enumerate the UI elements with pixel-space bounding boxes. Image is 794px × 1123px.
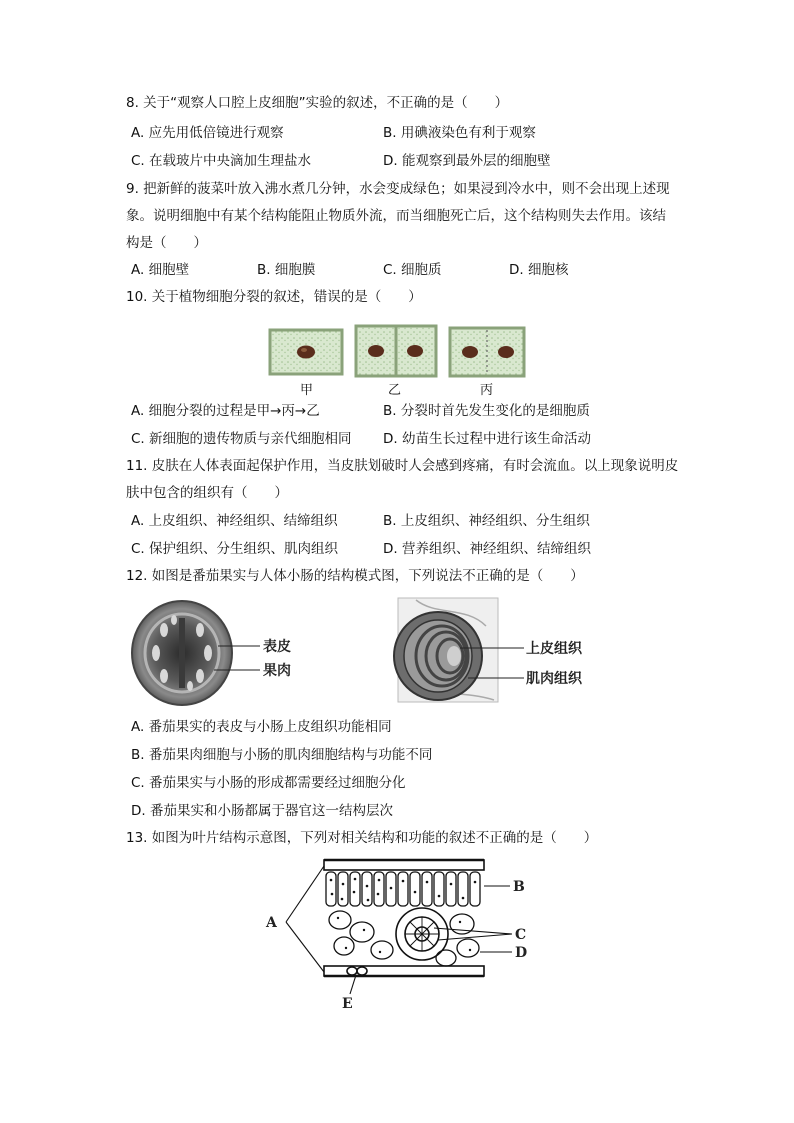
q9-option-b: B. 细胞膜 <box>257 262 316 278</box>
q8-option-c: C. 在载玻片中央滴加生理盐水 <box>131 153 312 169</box>
q11-stem-line1: 11. 皮肤在人体表面起保护作用，当皮肤划破时人会感到疼痛，有时会流血。以上现象说明皮 <box>126 458 679 474</box>
q9-option-a: A. 细胞壁 <box>131 262 190 278</box>
label-d: D <box>515 945 528 961</box>
q11-option-b: B. 上皮组织、神经组织、分生组织 <box>383 513 590 529</box>
q11-option-d: D. 营养组织、神经组织、结缔组织 <box>383 541 591 557</box>
cell-jia <box>270 330 342 374</box>
q8-option-b: B. 用碘液染色有利于观察 <box>383 125 536 141</box>
q10-option-a: A. 细胞分裂的过程是甲→丙→乙 <box>131 403 320 419</box>
q9-stem-line3: 构是（ ） <box>126 235 207 251</box>
q11-option-c: C. 保护组织、分生组织、肌肉组织 <box>131 541 339 557</box>
label-epidermis: 表皮 <box>263 639 291 655</box>
cell-bing <box>450 328 524 376</box>
label-bing: 丙 <box>480 383 494 398</box>
cell-yi <box>356 326 436 376</box>
q8-option-d: D. 能观察到最外层的细胞壁 <box>383 153 551 169</box>
q12-option-a: A. 番茄果实的表皮与小肠上皮组织功能相同 <box>131 719 392 735</box>
q12-option-b: B. 番茄果肉细胞与小肠的肌肉细胞结构与功能不同 <box>131 747 433 763</box>
label-yi: 乙 <box>388 383 402 398</box>
label-e: E <box>342 996 353 1010</box>
q10-option-b: B. 分裂时首先发生变化的是细胞质 <box>383 403 590 419</box>
q12-stem: 12. 如图是番茄果实与人体小肠的结构模式图，下列说法不正确的是（ ） <box>126 568 584 584</box>
label-jia: 甲 <box>300 383 314 398</box>
q11-stem-line2: 肤中包含的组织有（ ） <box>126 485 288 501</box>
tomato-figure <box>130 598 305 708</box>
label-b: B <box>513 879 525 895</box>
label-c: C <box>515 927 527 943</box>
q9-stem-line1: 9. 把新鲜的菠菜叶放入沸水煮几分钟，水会变成绿色；如果浸到冷水中，则不会出现上述现 <box>126 181 670 197</box>
label-muscle-tissue: 肌肉组织 <box>526 671 582 687</box>
q12-option-c: C. 番茄果实与小肠的形成都需要经过细胞分化 <box>131 775 406 791</box>
label-pulp: 果肉 <box>263 663 291 679</box>
q8-option-a: A. 应先用低倍镜进行观察 <box>131 125 284 141</box>
q9-option-c: C. 细胞质 <box>383 262 442 278</box>
label-epithelial-tissue: 上皮组织 <box>526 641 582 657</box>
label-a: A <box>266 915 277 931</box>
q10-option-c: C. 新细胞的遗传物质与亲代细胞相同 <box>131 431 352 447</box>
leaf-structure-figure <box>262 854 534 1010</box>
q8-stem: 8. 关于“观察人口腔上皮细胞”实验的叙述，不正确的是（ ） <box>126 95 509 111</box>
q10-option-d: D. 幼苗生长过程中进行该生命活动 <box>383 431 591 447</box>
cell-division-figure <box>262 318 532 398</box>
q11-option-a: A. 上皮组织、神经组织、结缔组织 <box>131 513 338 529</box>
q9-stem-line2: 象。说明细胞中有某个结构能阻止物质外流，而当细胞死亡后，这个结构则失去作用。该结 <box>126 208 666 224</box>
q12-option-d: D. 番茄果实和小肠都属于器官这一结构层次 <box>131 803 393 819</box>
q9-option-d: D. 细胞核 <box>509 262 569 278</box>
small-intestine-figure <box>376 596 596 708</box>
q13-stem: 13. 如图为叶片结构示意图，下列对相关结构和功能的叙述不正确的是（ ） <box>126 830 598 846</box>
q10-stem: 10. 关于植物细胞分裂的叙述，错误的是（ ） <box>126 289 422 305</box>
